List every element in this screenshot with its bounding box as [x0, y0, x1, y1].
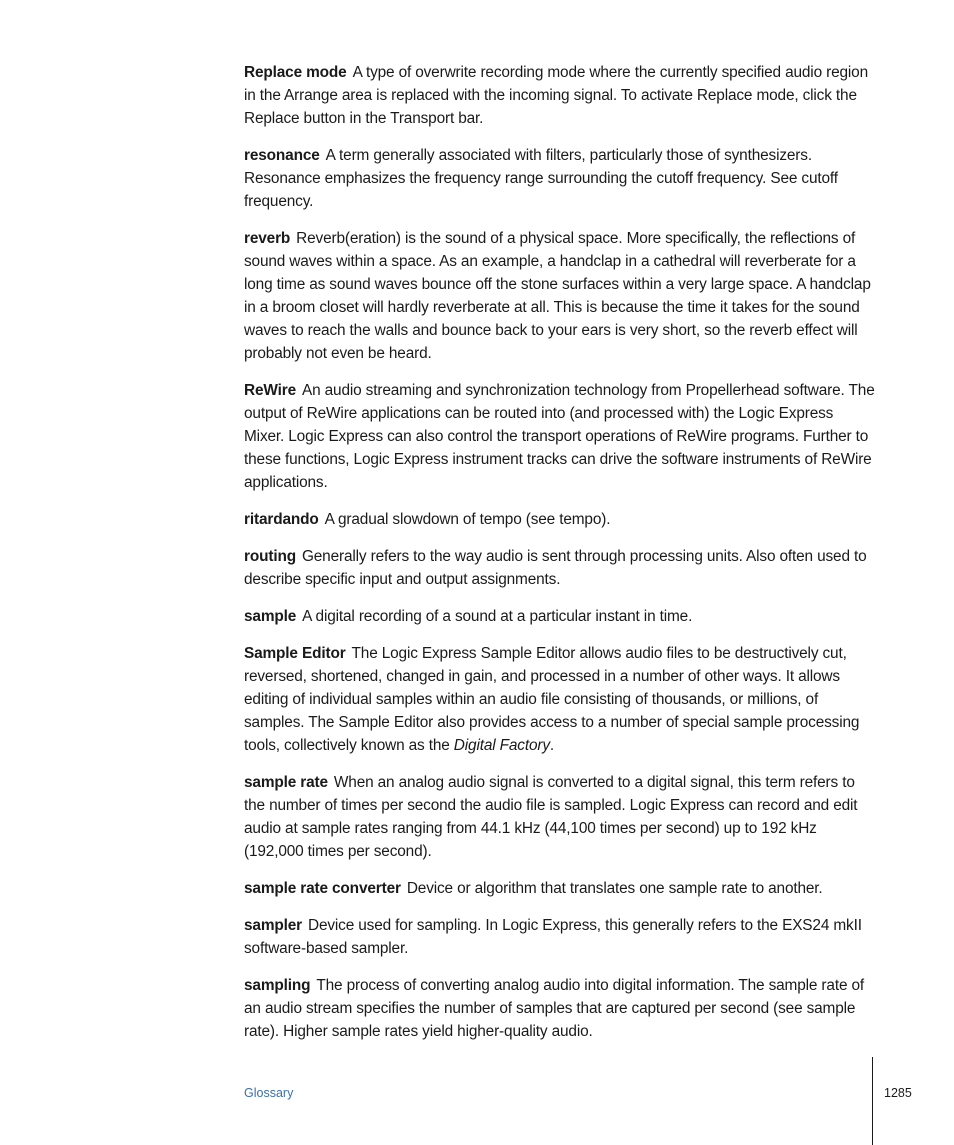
glossary-entry-rewire: [244, 379, 876, 494]
glossary-term: sample rate: [244, 774, 328, 791]
glossary-content: [244, 61, 876, 1057]
glossary-term: routing: [244, 548, 296, 565]
glossary-definition: Device used for sampling. In Logic Express, this generally refers to the EXS24 mkII software-based sampler.: [244, 917, 862, 957]
glossary-term: reverb: [244, 230, 291, 247]
glossary-definition: Generally refers to the way audio is sent through processing units. Also often used to describe specific input and output assignments.: [244, 548, 867, 588]
glossary-term: Replace mode: [244, 64, 347, 81]
glossary-entry-sample: [244, 605, 876, 628]
glossary-entry-sampler: [244, 914, 876, 960]
glossary-definition: A gradual slowdown of tempo (see tempo).: [324, 511, 611, 528]
glossary-term: resonance: [244, 147, 320, 164]
glossary-entry-sample-rate-converter: [244, 877, 876, 900]
glossary-definition: An audio streaming and synchronization technology from Propellerhead software. The output of ReWire applications can be routed into (and processed with) the Logic Express Mixer. Logic Express can also control the transport operations of ReWire programs. Further to these functions, Logic Express instrument tracks can drive the software instruments of ReWire applications.: [244, 382, 875, 491]
page-number: 1285: [884, 1086, 912, 1100]
glossary-definition: A term generally associated with filters, particularly those of synthesizers. Resonance emphasizes the frequency range surrounding the cutoff frequency. See cutoff frequency.: [244, 147, 838, 210]
glossary-term: ReWire: [244, 382, 296, 399]
footer-section-label: Glossary: [244, 1086, 294, 1100]
footer-divider: [872, 1057, 873, 1145]
glossary-entry-resonance: [244, 144, 876, 213]
glossary-definition: When an analog audio signal is converted to a digital signal, this term refers to the number of times per second the audio file is sampled. Logic Express can record and edit audio at sample rates ranging from 44.1 kHz (44,100 times per second) up to 192 kHz (192,000 times per second).: [244, 774, 858, 860]
glossary-entry-replace-mode: [244, 61, 876, 130]
glossary-definition: The process of converting analog audio into digital information. The sample rate of an audio stream specifies the number of samples that are captured per second (see sample rate). Higher sample rates yield higher-quality audio.: [244, 977, 865, 1040]
glossary-definition: A digital recording of a sound at a particular instant in time.: [302, 608, 693, 625]
glossary-term: ritardando: [244, 511, 319, 528]
glossary-entry-sample-editor: [244, 642, 876, 757]
glossary-definition: The Logic Express Sample Editor allows audio files to be destructively cut, reversed, shortened, changed in gain, and processed in a number of other ways. It allows editing of individual samples within an audio file consisting of thousands, or millions, of samples. The Sample Editor also provides access to a number of special sample processing tools, collectively known as the: [244, 645, 860, 754]
glossary-definition: Reverb(eration) is the sound of a physical space. More specifically, the reflections of sound waves within a space. As an example, a handclap in a cathedral will reverberate for a long time as sound waves bounce off the stone surfaces within a very large space. A handclap in a broom closet will hardly reverberate at all. This is because the time it takes for the sound waves to reach the walls and bounce back to your ears is very short, so the reverb effect will probably not even be heard.: [244, 230, 871, 362]
glossary-term: sample rate converter: [244, 880, 401, 897]
glossary-term: sample: [244, 608, 297, 625]
glossary-definition: Device or algorithm that translates one sample rate to another.: [406, 880, 823, 897]
glossary-entry-reverb: [244, 227, 876, 365]
glossary-term: sampling: [244, 977, 311, 994]
glossary-entry-routing: [244, 545, 876, 591]
glossary-entry-ritardando: [244, 508, 876, 531]
glossary-definition-italic: Digital Factory: [453, 737, 550, 754]
glossary-entry-sampling: [244, 974, 876, 1043]
glossary-term: sampler: [244, 917, 302, 934]
glossary-definition-tail: .: [549, 737, 555, 754]
glossary-entry-sample-rate: [244, 771, 876, 863]
glossary-term: Sample Editor: [244, 645, 346, 662]
glossary-definition: A type of overwrite recording mode where the currently specified audio region in the Arrange area is replaced with the incoming signal. To activate Replace mode, click the Replace button in the Transport bar.: [244, 64, 868, 127]
